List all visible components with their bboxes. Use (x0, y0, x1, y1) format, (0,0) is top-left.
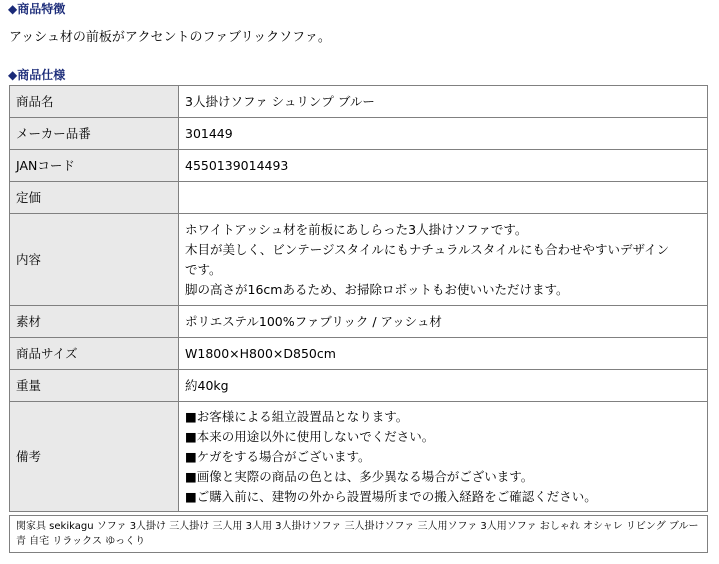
row-value-weight: 約40kg (179, 370, 708, 402)
row-label-size: 商品サイズ (10, 338, 179, 370)
row-label-list-price: 定価 (10, 182, 179, 214)
description-line: です。 (185, 261, 222, 277)
features-text: アッシュ材の前板がアクセントのファブリックソファ。 (9, 30, 331, 45)
table-row (10, 306, 708, 338)
row-label-description: 内容 (10, 214, 179, 306)
table-row (10, 214, 708, 306)
row-value-list-price (179, 182, 708, 214)
table-row (10, 338, 708, 370)
row-label-weight: 重量 (10, 370, 179, 402)
row-value-description (179, 214, 708, 306)
row-label-material: 素材 (10, 306, 179, 338)
keywords-box: 関家具 sekikagu ソファ 3人掛け 三人掛け 三人用 3人用 3人掛けソファ 三人掛けソファ 三人用ソファ 3人用ソファ おしゃれ オシャレ リビング ブルー 青 自宅 リラックス ゆっくり (9, 515, 708, 553)
table-row (10, 150, 708, 182)
row-label-model-number: メーカー品番 (10, 118, 179, 150)
spec-table (9, 85, 708, 512)
note-line: ■本来の用途以外に使用しないでください。 (185, 428, 435, 444)
row-label-notes: 備考 (10, 402, 179, 512)
table-row (10, 182, 708, 214)
spec-heading: ◆商品仕様 (8, 68, 66, 82)
table-row (10, 402, 708, 512)
row-label-jan-code: JANコード (10, 150, 179, 182)
description-line: 脚の高さが16cmあるため、お掃除ロボットもお使いいただけます。 (185, 281, 569, 297)
row-label-product-name: 商品名 (10, 86, 179, 118)
features-heading: ◆商品特徴 (8, 2, 66, 16)
row-value-size: W1800×H800×D850cm (179, 338, 708, 370)
row-value-product-name: 3人掛けソファ シュリンプ ブルー (179, 86, 708, 118)
table-row (10, 86, 708, 118)
table-row (10, 118, 708, 150)
row-value-material: ポリエステル100%ファブリック / アッシュ材 (179, 306, 708, 338)
note-line: ■お客様による組立設置品となります。 (185, 408, 409, 424)
table-row (10, 370, 708, 402)
note-line: ■ケガをする場合がございます。 (185, 448, 371, 464)
row-value-jan-code: 4550139014493 (179, 150, 708, 182)
row-value-notes (179, 402, 708, 512)
description-line: 木目が美しく、ビンテージスタイルにもナチュラルスタイルにも合わせやすいデザイン (185, 241, 670, 257)
note-line: ■画像と実際の商品の色とは、多少異なる場合がございます。 (185, 468, 534, 484)
description-line: ホワイトアッシュ材を前板にあしらった3人掛けソファです。 (185, 221, 528, 237)
note-line: ■ご購入前に、建物の外から設置場所までの搬入経路をご確認ください。 (185, 488, 597, 504)
row-value-model-number: 301449 (179, 118, 708, 150)
